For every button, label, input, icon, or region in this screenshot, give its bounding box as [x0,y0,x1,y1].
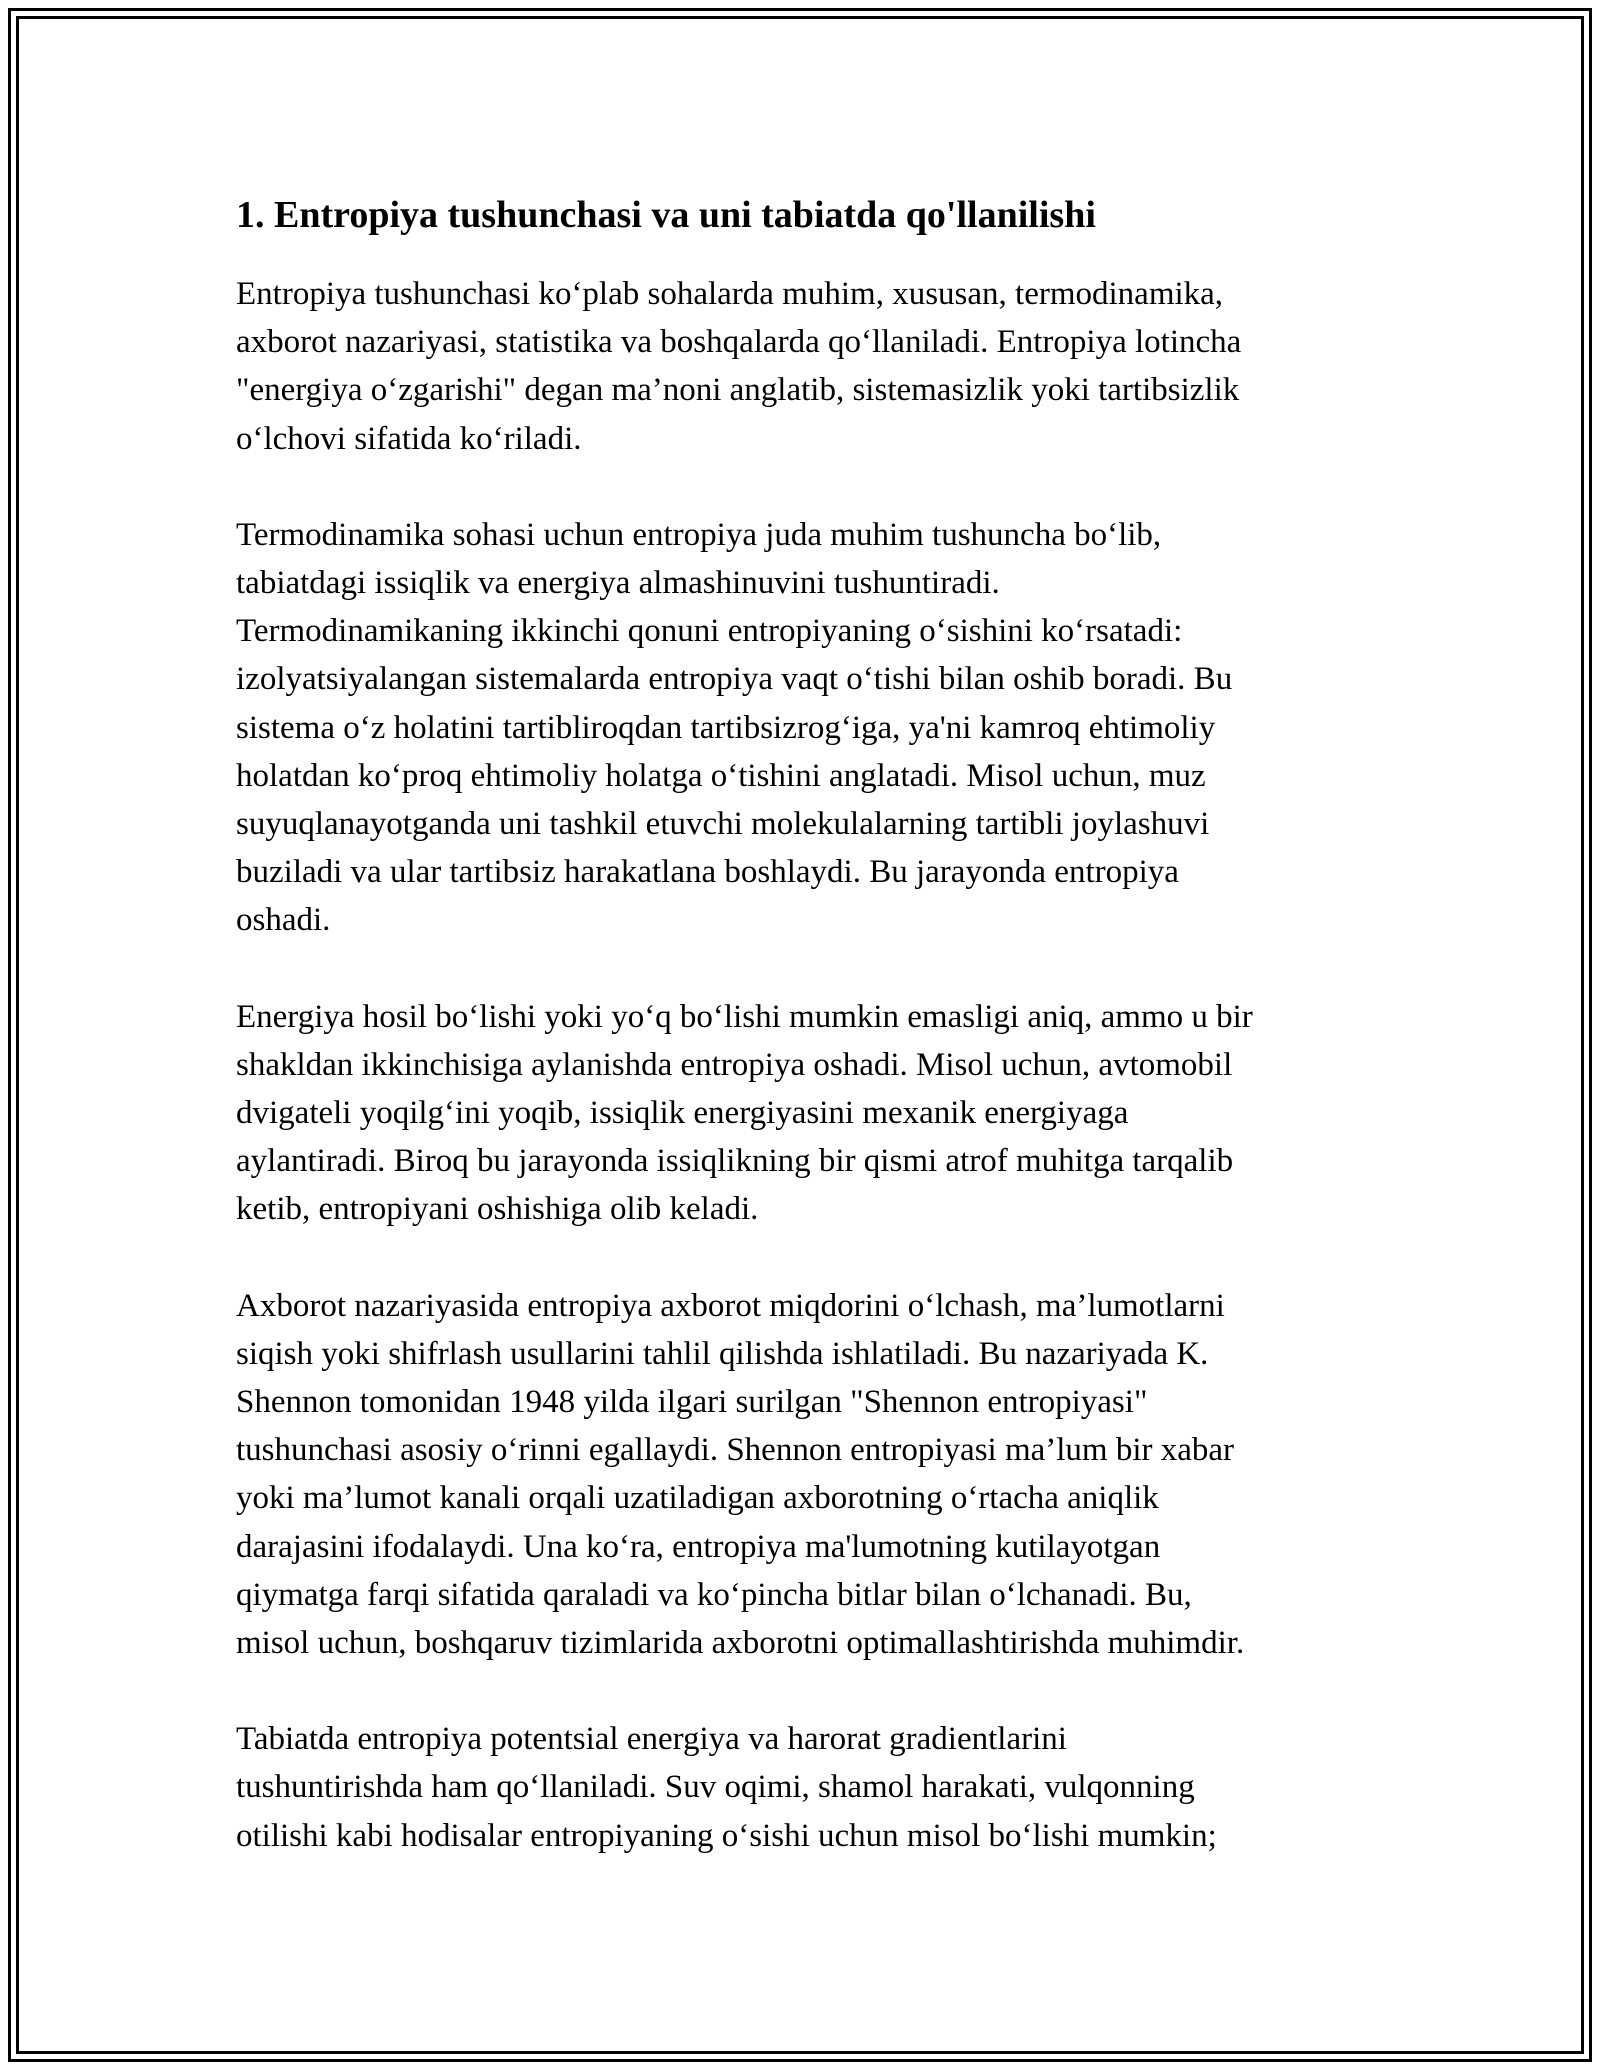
paragraph-nature: Tabiatda entropiya potentsial energiya va harorat gradientlarini tushuntirishda ham qo‘llaniladi. Suv oqimi, shamol harakati, vulqonning otilishi kabi hodisalar entropiyaning o‘sishi uchun misol bo‘lishi mumkin; [236,1721,1217,1854]
section-heading: 1. Entropiya tushunchasi va uni tabiatda qo'llanilishi [236,194,1096,236]
paragraph-thermodynamics: Termodinamika sohasi uchun entropiya juda muhim tushuncha bo‘lib, tabiatdagi issiqlik va energiya almashinuvini tushuntiradi. Termodinamikaning ikkinchi qonuni entropiyaning o‘sishini ko‘rsatadi: izolyatsiyalangan sistemalarda entropiya vaqt o‘tishi bilan oshib boradi. Bu sistema o‘z holatini tartibliroqdan tartibsizrog‘iga, ya'ni kamroq ehtimoliy holatdan ko‘proq ehtimoliy holatga o‘tishini anglatadi. Misol uchun, muz suyuqlanayotganda uni tashkil etuvchi molekulalarning tartibli joylashuvi buziladi va ular tartibsiz harakatlana boshlaydi. Bu jarayonda entropiya oshadi. [236,516,1233,939]
paragraph-information-theory: Axborot nazariyasida entropiya axborot miqdorini o‘lchash, ma’lumotlarni siqish yoki shifrlash usullarini tahlil qilishda ishlatiladi. Bu nazariyada K. Shennon tomonidan 1948 yilda ilgari surilgan "Shennon entropiyasi" tushunchasi asosiy o‘rinni egallaydi. Shennon entropiyasi ma’lum bir xabar yoki ma’lumot kanali orqali uzatiladigan axborotning o‘rtacha aniqlik darajasini ifodalaydi. Una ko‘ra, entropiya ma'lumotning kutilayotgan qiymatga farqi sifatida qaraladi va ko‘pincha bitlar bilan o‘lchanadi. Bu, misol uchun, boshqaruv tizimlarida axborotni optimallashtirishda muhimdir. [236,1287,1245,1662]
document-body [236,186,1386,1908]
paragraph-energy: Energiya hosil bo‘lishi yoki yo‘q bo‘lishi mumkin emasligi aniq, ammo u bir shakldan ikkinchisiga aylanishda entropiya oshadi. Misol uchun, avtomobil dvigateli yoqilg‘ini yoqib, issiqlik energiyasini mexanik energiyaga aylantiradi. Biroq bu jarayonda issiqlikning bir qismi atrof muhitga tarqalib ketib, entropiyani oshishiga olib keladi. [236,998,1253,1228]
paragraph-intro: Entropiya tushunchasi ko‘plab sohalarda muhim, xususan, termodinamika, axborot nazariyasi, statistika va boshqalarda qo‘llaniladi. Entropiya lotincha "energiya o‘zgarishi" degan ma’noni anglatib, sistemasizlik yoki tartibsizlik o‘lchovi sifatida ko‘riladi. [236,276,1242,457]
